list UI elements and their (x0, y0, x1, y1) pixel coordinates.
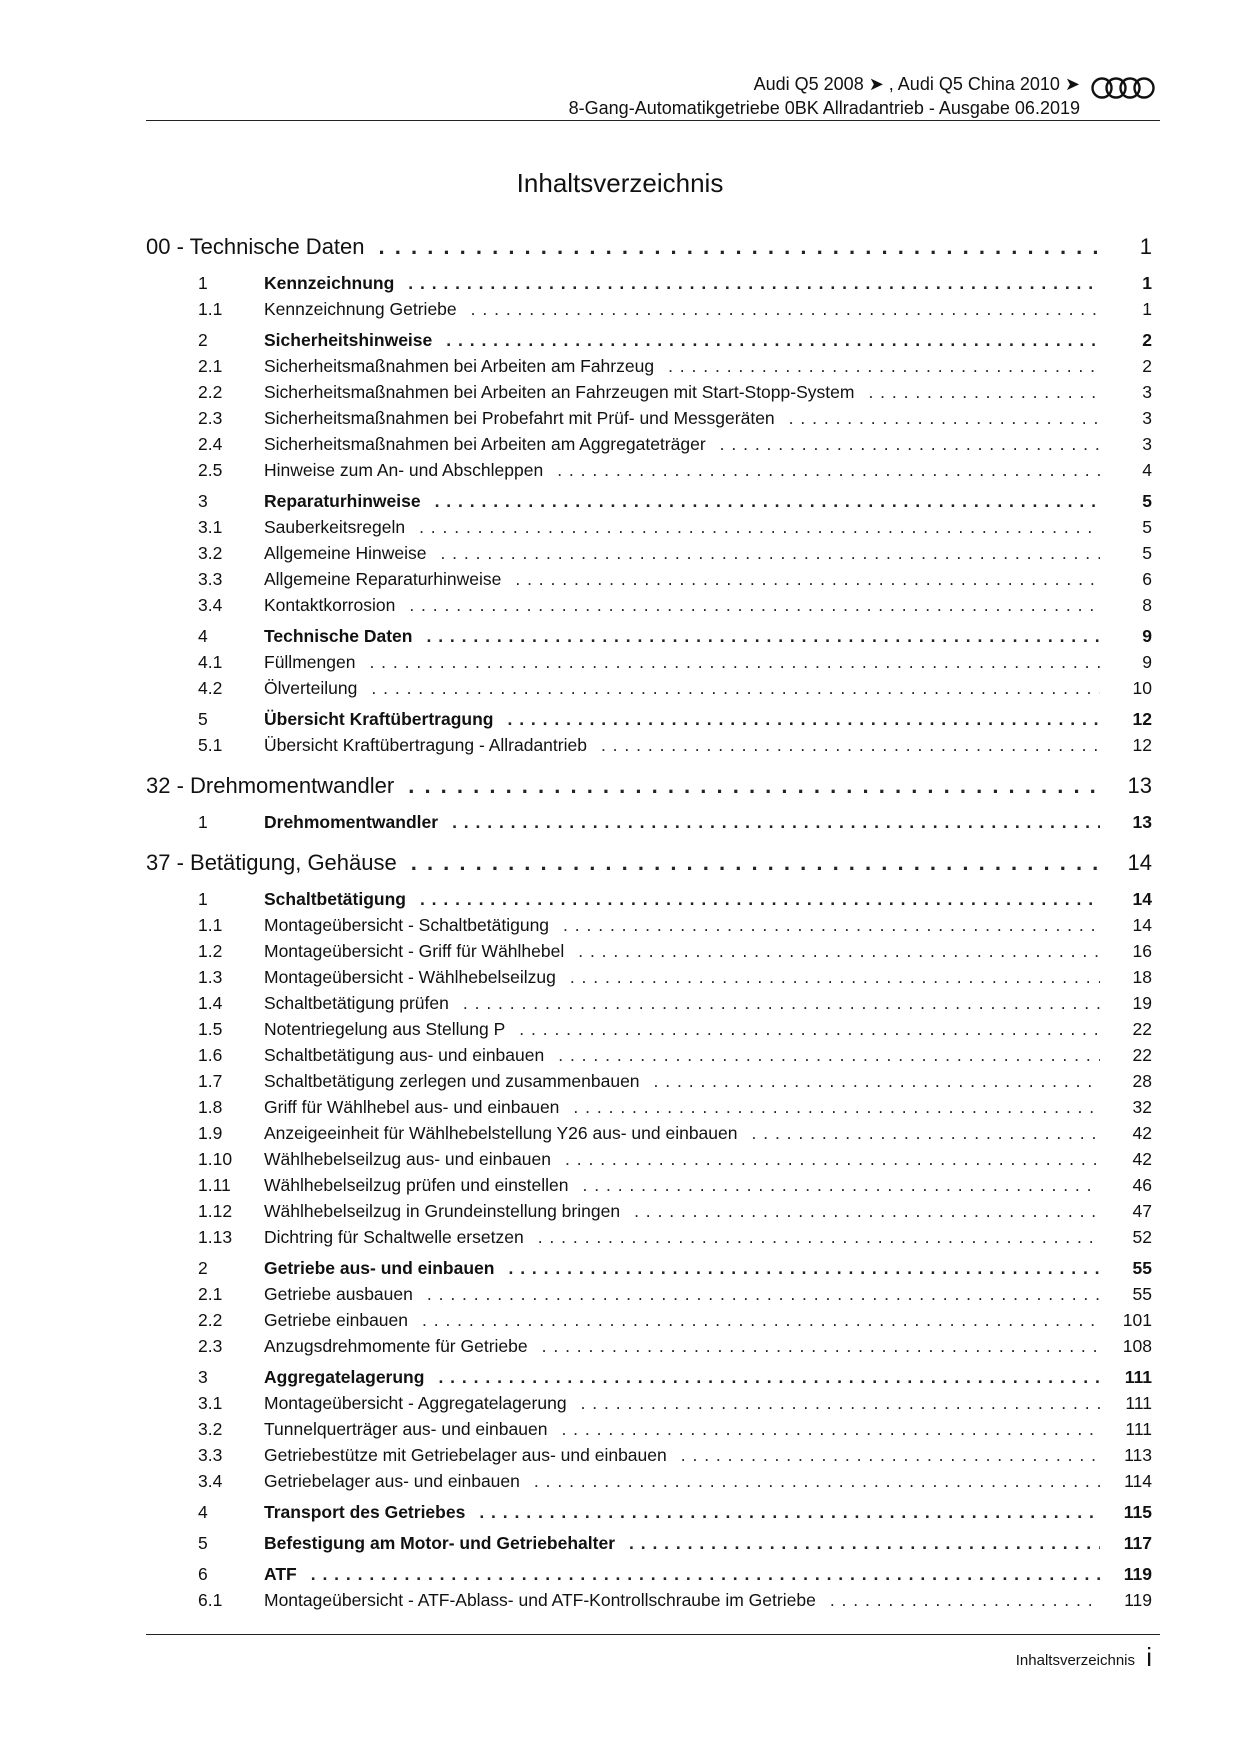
toc-entry-label: Getriebe aus- und einbauen (264, 1258, 495, 1278)
audi-rings-icon (1090, 76, 1156, 102)
toc-entry-label: Sicherheitsmaßnahmen bei Arbeiten am Fahrzeug (264, 356, 655, 376)
toc-sub-row[interactable] (146, 1419, 1152, 1445)
toc-dot-leader (573, 1097, 1100, 1118)
toc-entry-page: 9 (1142, 652, 1152, 672)
toc-entry-number: 3.2 (198, 1419, 223, 1439)
toc-section-row[interactable] (146, 491, 1152, 517)
toc-section-row[interactable] (146, 273, 1152, 299)
toc-dot-leader (570, 967, 1100, 988)
toc-entry-label: 32 - Drehmomentwandler (146, 773, 395, 798)
toc-entry-label: Aggregatelagerung (264, 1367, 425, 1387)
toc-dot-leader (426, 626, 1100, 647)
toc-entry-number: 1.12 (198, 1201, 233, 1221)
toc-entry-page: 111 (1125, 1393, 1152, 1413)
header-vehicle-line: Audi Q5 2008 ➤ , Audi Q5 China 2010 ➤ (753, 74, 1080, 94)
toc-entry-label: Getriebe ausbauen (264, 1284, 413, 1304)
toc-sub-row[interactable] (146, 1310, 1152, 1336)
toc-entry-page: 111 (1125, 1419, 1152, 1439)
toc-dot-leader (830, 1590, 1100, 1611)
toc-entry-label: Schaltbetätigung zerlegen und zusammenbauen (264, 1071, 640, 1091)
toc-dot-leader (422, 1310, 1100, 1331)
toc-section-row[interactable] (146, 626, 1152, 652)
toc-entry-page: 46 (1132, 1175, 1152, 1195)
page-title: Inhaltsverzeichnis (516, 168, 724, 198)
toc-entry-number: 1 (198, 273, 208, 293)
toc-entry-number: 1 (198, 889, 208, 909)
toc-entry-number: 3 (198, 1367, 208, 1387)
toc-entry-page: 10 (1132, 678, 1152, 698)
toc-entry-number: 4 (198, 626, 208, 646)
toc-dot-leader (668, 356, 1100, 377)
toc-sub-row[interactable] (146, 1071, 1152, 1097)
toc-entry-label: Sicherheitshinweise (264, 330, 433, 350)
toc-entry-page: 108 (1122, 1336, 1152, 1356)
toc-dot-leader (371, 678, 1100, 699)
toc-entry-page: 2 (1142, 330, 1152, 350)
footer-label: Inhaltsverzeichnis (1015, 1652, 1135, 1669)
toc-sub-row[interactable] (146, 1445, 1152, 1471)
toc-sub-row[interactable] (146, 1149, 1152, 1175)
toc-entry-number: 2.3 (198, 408, 223, 428)
toc-entry-number: 1.6 (198, 1045, 223, 1065)
toc-section-row[interactable] (146, 1564, 1152, 1590)
toc-entry-number: 1.10 (198, 1149, 233, 1169)
toc-entry-page: 1 (1142, 273, 1152, 293)
toc-chapter-row[interactable] (146, 773, 1152, 807)
toc-dot-leader (558, 1045, 1100, 1066)
toc-entry-label: Sicherheitsmaßnahmen bei Arbeiten am Aggregateträger (264, 434, 706, 454)
toc-sub-row[interactable] (146, 569, 1152, 595)
toc-entry-number: 1.1 (198, 299, 223, 319)
header-text (569, 72, 1080, 120)
toc-entry-label: Schaltbetätigung (264, 889, 406, 909)
toc-section-row[interactable] (146, 1502, 1152, 1528)
toc-entry-label: Getriebe einbauen (264, 1310, 408, 1330)
toc-entry-number: 3.2 (198, 543, 223, 563)
toc-section-row[interactable] (146, 709, 1152, 735)
toc-entry-label: Griff für Wählhebel aus- und einbauen (264, 1097, 560, 1117)
toc-sub-row[interactable] (146, 1227, 1152, 1253)
toc-entry-number: 1.1 (198, 915, 223, 935)
toc-sub-row[interactable] (146, 595, 1152, 621)
toc-entry-page: 47 (1132, 1201, 1152, 1221)
toc-entry-label: Schaltbetätigung prüfen (264, 993, 449, 1013)
toc-dot-leader (578, 941, 1100, 962)
footer-page-number: i (1146, 1642, 1152, 1672)
toc-entry-label: Anzugsdrehmomente für Getriebe (264, 1336, 528, 1356)
toc-sub-row[interactable] (146, 408, 1152, 434)
toc-entry-number: 2.1 (198, 1284, 223, 1304)
toc-dot-leader (538, 1227, 1100, 1248)
toc-entry-label: Allgemeine Hinweise (264, 543, 427, 563)
toc-sub-row[interactable] (146, 652, 1152, 678)
toc-entry-number: 5.1 (198, 735, 223, 755)
toc-entry-label: Getriebestütze mit Getriebelager aus- und einbauen (264, 1445, 667, 1465)
toc-entry-page: 14 (1127, 850, 1152, 875)
toc-entry-page: 2 (1142, 356, 1152, 376)
toc-dot-leader (720, 434, 1100, 455)
toc-sub-row[interactable] (146, 382, 1152, 408)
toc-dot-leader (419, 517, 1100, 538)
toc-dot-leader (515, 569, 1100, 590)
toc-entry-number: 1.7 (198, 1071, 223, 1091)
toc-entry-number: 3.4 (198, 1471, 223, 1491)
toc-entry-number: 4 (198, 1502, 208, 1522)
toc-dot-leader (440, 543, 1100, 564)
toc-entry-page: 5 (1142, 491, 1152, 511)
toc-entry-page: 32 (1132, 1097, 1152, 1117)
toc-entry-page: 9 (1142, 626, 1152, 646)
toc-dot-leader (408, 273, 1100, 294)
toc-entry-label: Technische Daten (264, 626, 413, 646)
toc-sub-row[interactable] (146, 1284, 1152, 1310)
toc-dot-leader (507, 709, 1100, 730)
toc-sub-row[interactable] (146, 543, 1152, 569)
page-header (146, 72, 1160, 121)
toc-entry-number: 4.2 (198, 678, 223, 698)
toc-sub-row[interactable] (146, 1123, 1152, 1149)
toc-entry-number: 2.1 (198, 356, 223, 376)
toc-entry-page: 52 (1132, 1227, 1152, 1247)
toc-entry-label: Kontaktkorrosion (264, 595, 396, 615)
toc-entry-page: 22 (1132, 1019, 1152, 1039)
toc-entry-number: 6 (198, 1564, 208, 1584)
footer-divider (146, 1634, 1160, 1635)
toc-entry-page: 42 (1132, 1123, 1152, 1143)
toc-dot-leader (789, 408, 1100, 429)
toc-dot-leader (752, 1123, 1101, 1144)
toc-entry-label: 00 - Technische Daten (146, 234, 365, 259)
toc-sub-row[interactable] (146, 434, 1152, 460)
toc-entry-label: Notentriegelung aus Stellung P (264, 1019, 506, 1039)
toc-sub-row[interactable] (146, 517, 1152, 543)
toc-sub-row[interactable] (146, 1175, 1152, 1201)
toc-sub-row[interactable] (146, 1045, 1152, 1071)
toc-entry-label: Montageübersicht - Schaltbetätigung (264, 915, 550, 935)
toc-dot-leader (463, 993, 1100, 1014)
toc-entry-label: Montageübersicht - Aggregatelagerung (264, 1393, 567, 1413)
toc-dot-leader (446, 330, 1100, 351)
toc-sub-row[interactable] (146, 993, 1152, 1019)
toc-entry-page: 12 (1132, 709, 1152, 729)
toc-entry-label: Schaltbetätigung aus- und einbauen (264, 1045, 545, 1065)
toc-sub-row[interactable] (146, 967, 1152, 993)
toc-dot-leader (565, 1149, 1100, 1170)
toc-sub-row[interactable] (146, 460, 1152, 486)
toc-entry-page: 3 (1142, 434, 1152, 454)
toc-entry-label: Füllmengen (264, 652, 356, 672)
toc-dot-leader (408, 773, 1100, 799)
toc-entry-number: 5 (198, 709, 208, 729)
toc-entry-page: 101 (1122, 1310, 1152, 1330)
toc-entry-label: Sauberkeitsregeln (264, 517, 406, 537)
toc-entry-number: 4.1 (198, 652, 223, 672)
toc-entry-number: 3.3 (198, 1445, 223, 1465)
toc-entry-page: 3 (1142, 382, 1152, 402)
toc-entry-page: 22 (1132, 1045, 1152, 1065)
toc-sub-row[interactable] (146, 1393, 1152, 1419)
toc-dot-leader (542, 1336, 1100, 1357)
toc-entry-label: Übersicht Kraftübertragung (264, 709, 494, 729)
toc-sub-row[interactable] (146, 1019, 1152, 1045)
toc-dot-leader (369, 652, 1100, 673)
toc-dot-leader (479, 1502, 1100, 1523)
toc-entry-label: ATF (264, 1564, 297, 1584)
toc-dot-leader (311, 1564, 1100, 1585)
toc-dot-leader (420, 889, 1100, 910)
toc-section-row[interactable] (146, 889, 1152, 915)
toc-dot-leader (629, 1533, 1100, 1554)
toc-entry-label: Montageübersicht - ATF-Ablass- und ATF-Kontrollschraube im Getriebe (264, 1590, 816, 1610)
toc-entry-label: Kennzeichnung (264, 273, 395, 293)
toc-sub-row[interactable] (146, 1201, 1152, 1227)
toc-sub-row[interactable] (146, 1471, 1152, 1497)
toc-entry-label: Wählhebelseilzug in Grundeinstellung bringen (264, 1201, 621, 1221)
toc-dot-leader (508, 1258, 1100, 1279)
toc-entry-page: 55 (1132, 1284, 1152, 1304)
toc-entry-label: Befestigung am Motor- und Getriebehalter (264, 1533, 615, 1553)
toc-dot-leader (379, 234, 1100, 260)
toc-dot-leader (581, 1393, 1100, 1414)
toc-entry-page: 119 (1124, 1590, 1152, 1610)
toc-entry-number: 1 (198, 812, 208, 832)
toc-entry-number: 3.4 (198, 595, 223, 615)
toc-entry-number: 2.3 (198, 1336, 223, 1356)
toc-sub-row[interactable] (146, 1336, 1152, 1362)
toc-dot-leader (534, 1471, 1100, 1492)
toc-dot-leader (634, 1201, 1100, 1222)
toc-entry-page: 14 (1132, 889, 1152, 909)
toc-sub-row[interactable] (146, 941, 1152, 967)
toc-entry-number: 6.1 (198, 1590, 223, 1610)
toc-entry-number: 3.3 (198, 569, 223, 589)
toc-entry-label: Ölverteilung (264, 678, 358, 698)
toc-entry-number: 1.11 (198, 1175, 231, 1195)
toc-entry-page: 55 (1132, 1258, 1152, 1278)
toc-entry-label: Dichtring für Schaltwelle ersetzen (264, 1227, 524, 1247)
toc-entry-page: 119 (1123, 1564, 1152, 1584)
toc-entry-label: 37 - Betätigung, Gehäuse (146, 850, 397, 875)
toc-dot-leader (471, 299, 1100, 320)
toc-chapter-row[interactable] (146, 850, 1152, 884)
toc-entry-page: 19 (1132, 993, 1152, 1013)
toc-entry-page: 12 (1132, 735, 1152, 755)
toc-section-row[interactable] (146, 1533, 1152, 1559)
toc-dot-leader (561, 1419, 1100, 1440)
toc-sub-row[interactable] (146, 678, 1152, 704)
toc-entry-number: 1.5 (198, 1019, 223, 1039)
toc-entry-number: 5 (198, 1533, 208, 1553)
toc-dot-leader (435, 491, 1100, 512)
toc-sub-row[interactable] (146, 356, 1152, 382)
toc-entry-number: 1.13 (198, 1227, 233, 1247)
toc-dot-leader (563, 915, 1100, 936)
toc-dot-leader (654, 1071, 1100, 1092)
toc-entry-page: 28 (1132, 1071, 1152, 1091)
toc-entry-page: 117 (1123, 1533, 1152, 1553)
toc-entry-page: 114 (1124, 1471, 1152, 1491)
toc-entry-label: Sicherheitsmaßnahmen bei Probefahrt mit Prüf- und Messgeräten (264, 408, 775, 428)
toc-entry-number: 2.5 (198, 460, 223, 480)
toc-section-row[interactable] (146, 812, 1152, 838)
toc-entry-label: Allgemeine Reparaturhinweise (264, 569, 502, 589)
toc-entry-label: Drehmomentwandler (264, 812, 439, 832)
toc-entry-page: 42 (1132, 1149, 1152, 1169)
toc-entry-number: 1.3 (198, 967, 223, 987)
toc-dot-leader (427, 1284, 1100, 1305)
table-of-contents (146, 234, 1152, 1616)
toc-entry-page: 13 (1132, 812, 1152, 832)
toc-entry-page: 5 (1142, 543, 1152, 563)
toc-entry-page: 4 (1142, 460, 1152, 480)
toc-entry-page: 13 (1127, 773, 1152, 798)
toc-entry-number: 2.4 (198, 434, 223, 454)
toc-dot-leader (519, 1019, 1100, 1040)
toc-dot-leader (409, 595, 1100, 616)
toc-sub-row[interactable] (146, 1590, 1152, 1616)
toc-entry-label: Wählhebelseilzug prüfen und einstellen (264, 1175, 569, 1195)
toc-entry-number: 3 (198, 491, 208, 511)
toc-entry-label: Reparaturhinweise (264, 491, 421, 511)
toc-entry-label: Getriebelager aus- und einbauen (264, 1471, 520, 1491)
toc-dot-leader (868, 382, 1100, 403)
toc-entry-label: Hinweise zum An- und Abschleppen (264, 460, 544, 480)
toc-dot-leader (438, 1367, 1100, 1388)
toc-entry-label: Montageübersicht - Wählhebelseilzug (264, 967, 556, 987)
toc-entry-label: Übersicht Kraftübertragung - Allradantrieb (264, 735, 587, 755)
toc-entry-page: 113 (1124, 1445, 1152, 1465)
toc-entry-number: 2.2 (198, 1310, 223, 1330)
toc-entry-page: 8 (1142, 595, 1152, 615)
toc-entry-number: 3.1 (198, 517, 223, 537)
toc-entry-number: 2 (198, 330, 208, 350)
toc-sub-row[interactable] (146, 299, 1152, 325)
toc-entry-label: Sicherheitsmaßnahmen bei Arbeiten an Fahrzeugen mit Start-Stopp-System (264, 382, 855, 402)
toc-entry-page: 5 (1142, 517, 1152, 537)
toc-section-row[interactable] (146, 1258, 1152, 1284)
toc-entry-label: Tunnelquerträger aus- und einbauen (264, 1419, 548, 1439)
toc-entry-page: 18 (1132, 967, 1152, 987)
header-edition-line: 8-Gang-Automatikgetriebe 0BK Allradantrieb - Ausgabe 06.2019 (568, 98, 1080, 118)
toc-entry-page: 3 (1142, 408, 1152, 428)
toc-dot-leader (601, 735, 1100, 756)
toc-sub-row[interactable] (146, 735, 1152, 761)
toc-entry-page: 14 (1132, 915, 1152, 935)
toc-entry-number: 1.4 (198, 993, 223, 1013)
toc-entry-number: 3.1 (198, 1393, 223, 1413)
toc-dot-leader (557, 460, 1100, 481)
toc-entry-page: 1 (1139, 234, 1152, 259)
toc-entry-label: Anzeigeeinheit für Wählhebelstellung Y26 aus- und einbauen (264, 1123, 738, 1143)
toc-entry-label: Montageübersicht - Griff für Wählhebel (264, 941, 565, 961)
toc-entry-page: 1 (1142, 299, 1152, 319)
toc-entry-page: 111 (1124, 1367, 1152, 1387)
toc-chapter-row[interactable] (146, 234, 1152, 268)
toc-entry-number: 1.9 (198, 1123, 223, 1143)
toc-entry-label: Wählhebelseilzug aus- und einbauen (264, 1149, 552, 1169)
toc-sub-row[interactable] (146, 1097, 1152, 1123)
toc-dot-leader (681, 1445, 1100, 1466)
toc-section-row[interactable] (146, 1367, 1152, 1393)
toc-entry-number: 2 (198, 1258, 208, 1278)
toc-section-row[interactable] (146, 330, 1152, 356)
toc-dot-leader (583, 1175, 1100, 1196)
toc-dot-leader (452, 812, 1100, 833)
toc-dot-leader (411, 850, 1100, 876)
toc-sub-row[interactable] (146, 915, 1152, 941)
toc-entry-page: 6 (1142, 569, 1152, 589)
toc-entry-number: 1.2 (198, 941, 223, 961)
toc-entry-label: Kennzeichnung Getriebe (264, 299, 457, 319)
toc-entry-label: Transport des Getriebes (264, 1502, 466, 1522)
toc-entry-page: 16 (1132, 941, 1152, 961)
toc-entry-number: 2.2 (198, 382, 223, 402)
toc-entry-number: 1.8 (198, 1097, 223, 1117)
toc-entry-page: 115 (1123, 1502, 1152, 1522)
